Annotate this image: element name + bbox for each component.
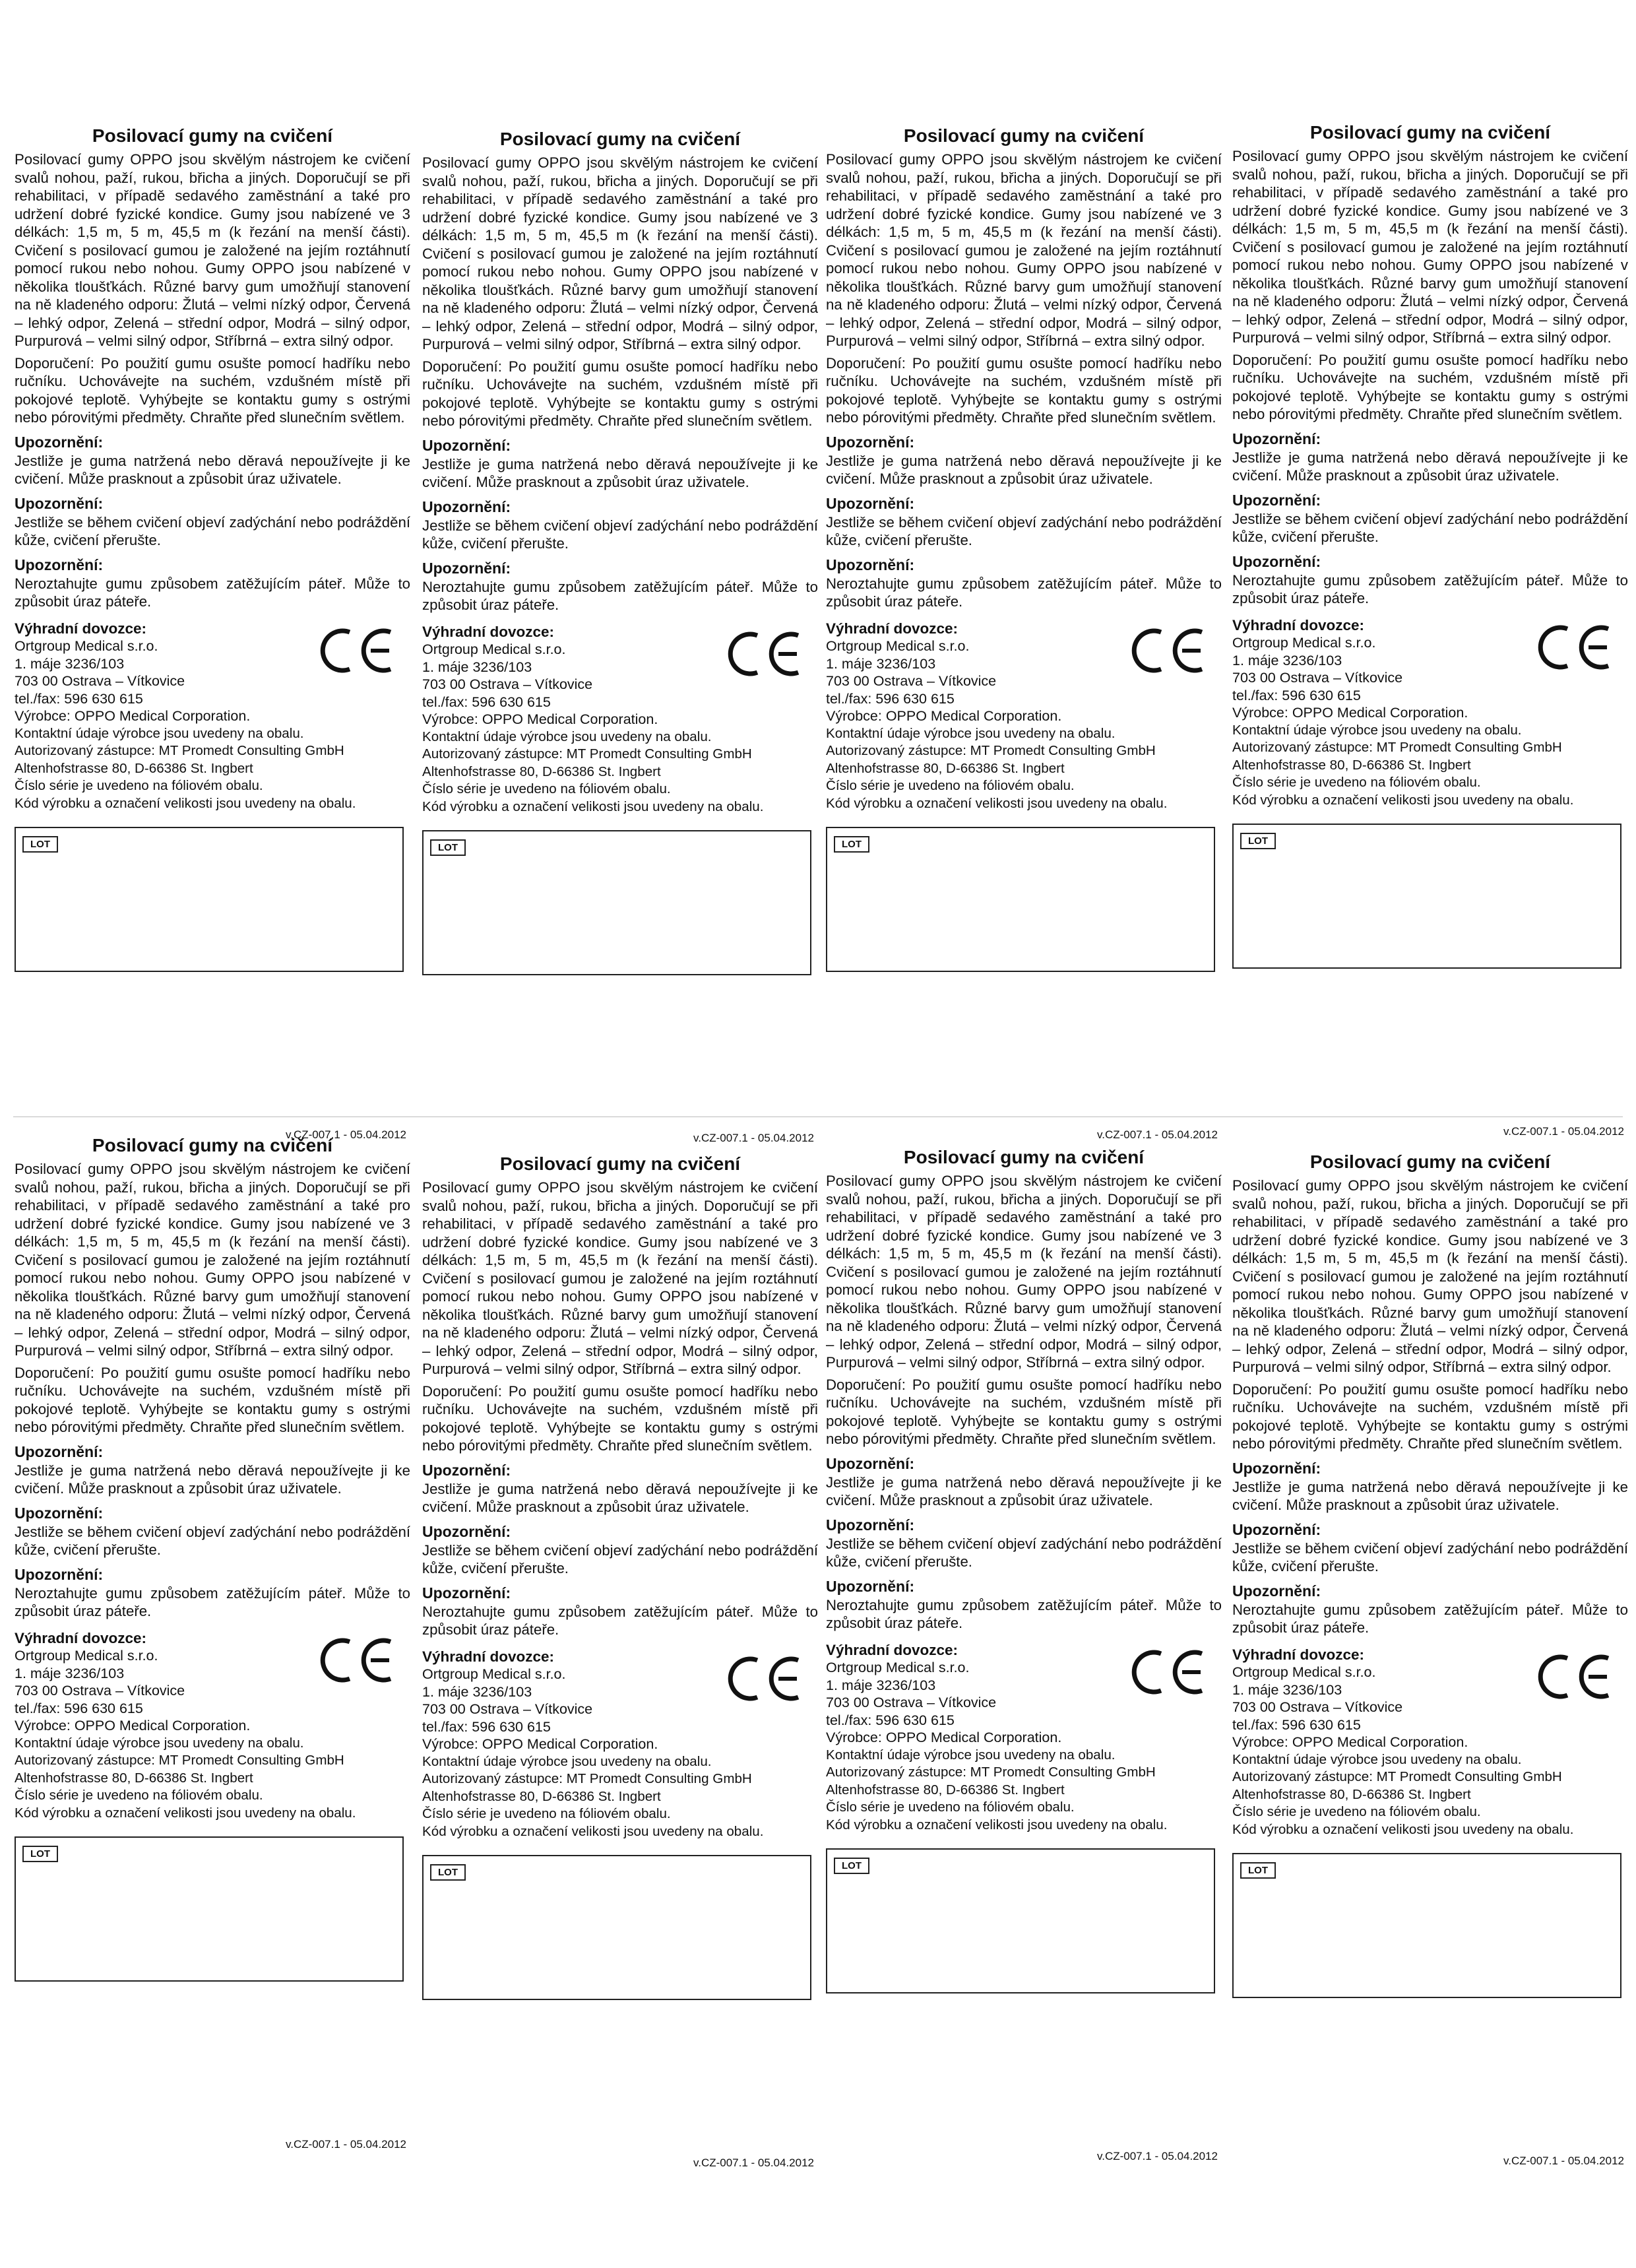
label-title: Posilovací gumy na cvičení bbox=[92, 1135, 333, 1155]
importer-block bbox=[826, 1642, 1222, 1834]
product-label bbox=[422, 1153, 818, 2170]
importer-phone: tel./fax: 596 630 615 bbox=[826, 690, 955, 707]
representative: Autorizovaný zástupce: MT Promedt Consulting GmbH bbox=[826, 1765, 1156, 1780]
product-label bbox=[15, 125, 410, 1142]
warning-text: Jestliže je guma natržená nebo děravá nepoužívejte ji ke cvičení. Může prasknout a způsobit úraz uživatele. bbox=[422, 1480, 818, 1515]
contact-note: Kontaktní údaje výrobce jsou uvedeny na obalu. bbox=[15, 1735, 304, 1751]
label-intro: Posilovací gumy OPPO jsou skvělým nástrojem ke cvičení svalů nohou, paží, rukou, břicha a jiných. Doporučují se při rehabilitaci, v případě sedavého zaměstnání a také pro udržení dobré fyzické kondice. Gumy jsou nabízené ve 3 délkách: 1,5 m, 5 m, 45,5 m (k řezání na menší části). Cvičení s posilovací gumou je založené na jejím roztáhnutí pomocí rukou nebo nohou. Gumy OPPO jsou nabízené v několika tloušťkách. Různé barvy gum umožňují stanovení na ně kladeného odporu: Žlutá – velmi nízký odpor, Červená – lehký odpor, Zelená – střední odpor, Modrá – silný odpor, Purpurová – velmi silný odpor, Stříbrná – extra silný odpor. bbox=[1232, 148, 1628, 346]
importer-block bbox=[422, 624, 818, 816]
lot-box bbox=[15, 1836, 404, 1982]
label-recommendation: Doporučení: Po použití gumu osušte pomocí hadříku nebo ručníku. Uchovávejte na suchém, vzdušném místě při pokojové teplotě. Vyhýbejte se kontaktu gumy s ostrými nebo pórovitými předměty. Chraňte před slunečním světlem. bbox=[15, 354, 410, 426]
manufacturer: Výrobce: OPPO Medical Corporation. bbox=[1232, 1734, 1468, 1750]
label-title: Posilovací gumy na cvičení bbox=[499, 1153, 741, 1174]
representative: Autorizovaný zástupce: MT Promedt Consulting GmbH bbox=[826, 743, 1156, 758]
label-intro: Posilovací gumy OPPO jsou skvělým nástrojem ke cvičení svalů nohou, paží, rukou, břicha a jiných. Doporučují se při rehabilitaci, v případě sedavého zaměstnání a také pro udržení dobré fyzické kondice. Gumy jsou nabízené ve 3 délkách: 1,5 m, 5 m, 45,5 m (k řezání na menší části). Cvičení s posilovací gumou je založené na jejím roztáhnutí pomocí rukou nebo nohou. Gumy OPPO jsou nabízené v několika tloušťkách. Různé barvy gum umožňují stanovení na ně kladeného odporu: Žlutá – velmi nízký odpor, Červená – lehký odpor, Zelená – střední odpor, Modrá – silný odpor, Purpurová – velmi silný odpor, Stříbrná – extra silný odpor. bbox=[826, 1173, 1222, 1371]
serial-note: Číslo série je uvedeno na fóliovém obalu. bbox=[826, 1799, 1075, 1815]
version-text: v.CZ-007.1 - 05.04.2012 bbox=[1096, 2150, 1218, 2162]
label-recommendation: Doporučení: Po použití gumu osušte pomocí hadříku nebo ručníku. Uchovávejte na suchém, vzdušném místě při pokojové teplotě. Vyhýbejte se kontaktu gumy s ostrými nebo pórovitými předměty. Chraňte před slunečním světlem. bbox=[826, 354, 1222, 426]
contact-note: Kontaktní údaje výrobce jsou uvedeny na obalu. bbox=[1232, 722, 1522, 738]
importer-phone: tel./fax: 596 630 615 bbox=[1232, 687, 1361, 703]
serial-note: Číslo série je uvedeno na fóliovém obalu. bbox=[422, 781, 671, 796]
warning-heading: Upozornění: bbox=[422, 1522, 511, 1540]
representative: Autorizovaný zástupce: MT Promedt Consulting GmbH bbox=[15, 1753, 344, 1768]
lot-box bbox=[15, 827, 404, 972]
version-text: v.CZ-007.1 - 05.04.2012 bbox=[1503, 2155, 1624, 2167]
warning-heading: Upozornění: bbox=[15, 1504, 104, 1522]
warning-heading: Upozornění: bbox=[15, 556, 104, 573]
ce-mark-icon bbox=[1123, 1646, 1209, 1699]
warning-text: Jestliže se během cvičení objeví zadýchání nebo podráždění kůže, cvičení přerušte. bbox=[15, 1523, 410, 1558]
version-text: v.CZ-007.1 - 05.04.2012 bbox=[693, 2156, 814, 2169]
lot-box bbox=[826, 1848, 1215, 1993]
code-note: Kód výrobku a označení velikosti jsou uvedeny na obalu. bbox=[826, 1817, 1168, 1832]
manufacturer: Výrobce: OPPO Medical Corporation. bbox=[15, 1718, 251, 1733]
warning-text: Jestliže se během cvičení objeví zadýchání nebo podráždění kůže, cvičení přerušte. bbox=[15, 513, 410, 548]
warning-heading: Upozornění: bbox=[15, 494, 104, 512]
importer-phone: tel./fax: 596 630 615 bbox=[422, 1718, 551, 1735]
importer-name: Ortgroup Medical s.r.o. bbox=[1232, 1664, 1376, 1680]
ce-mark-icon bbox=[1529, 621, 1615, 674]
lot-box bbox=[1232, 824, 1621, 969]
importer-name: Ortgroup Medical s.r.o. bbox=[826, 1660, 970, 1675]
serial-note: Číslo série je uvedeno na fóliovém obalu. bbox=[1232, 775, 1481, 790]
warning-heading: Upozornění: bbox=[15, 433, 104, 451]
serial-note: Číslo série je uvedeno na fóliovém obalu. bbox=[826, 778, 1075, 793]
representative: Autorizovaný zástupce: MT Promedt Consulting GmbH bbox=[422, 746, 752, 761]
label-intro: Posilovací gumy OPPO jsou skvělým nástrojem ke cvičení svalů nohou, paží, rukou, břicha a jiných. Doporučují se při rehabilitaci, v případě sedavého zaměstnání a také pro udržení dobré fyzické kondice. Gumy jsou nabízené ve 3 délkách: 1,5 m, 5 m, 45,5 m (k řezání na menší části). Cvičení s posilovací gumou je založené na jejím roztáhnutí pomocí rukou nebo nohou. Gumy OPPO jsou nabízené v několika tloušťkách. Různé barvy gum umožňují stanovení na ně kladeného odporu: Žlutá – velmi nízký odpor, Červená – lehký odpor, Zelená – střední odpor, Modrá – silný odpor, Purpurová – velmi silný odpor, Stříbrná – extra silný odpor. bbox=[422, 1179, 818, 1377]
warning-heading: Upozornění: bbox=[422, 436, 511, 454]
warning-text: Jestliže je guma natržená nebo děravá nepoužívejte ji ke cvičení. Může prasknout a způsobit úraz uživatele. bbox=[15, 452, 410, 487]
lot-label: LOT bbox=[430, 1864, 466, 1881]
warning-heading: Upozornění: bbox=[422, 1584, 511, 1602]
ce-mark-icon bbox=[719, 1652, 805, 1705]
warning-heading: Upozornění: bbox=[1232, 430, 1321, 447]
label-recommendation: Doporučení: Po použití gumu osušte pomocí hadříku nebo ručníku. Uchovávejte na suchém, vzdušném místě při pokojové teplotě. Vyhýbejte se kontaktu gumy s ostrými nebo pórovitými předměty. Chraňte před slunečním světlem. bbox=[15, 1364, 410, 1435]
importer-street: 1. máje 3236/103 bbox=[422, 659, 532, 675]
warning-heading: Upozornění: bbox=[1232, 552, 1321, 570]
importer-street: 1. máje 3236/103 bbox=[1232, 652, 1342, 668]
product-label bbox=[422, 129, 818, 1145]
version-text: v.CZ-007.1 - 05.04.2012 bbox=[285, 2138, 406, 2151]
product-label bbox=[15, 1135, 410, 2151]
importer-block bbox=[15, 1630, 410, 1823]
warning-text: Neroztahujte gumu způsobem zatěžujícím páteř. Může to způsobit úraz páteře. bbox=[1232, 1601, 1628, 1636]
representative-address: Altenhofstrasse 80, D-66386 St. Ingbert bbox=[422, 763, 661, 779]
product-label bbox=[1232, 122, 1628, 1138]
importer-name: Ortgroup Medical s.r.o. bbox=[826, 638, 970, 654]
importer-heading: Výhradní dovozce: bbox=[826, 620, 959, 637]
contact-note: Kontaktní údaje výrobce jsou uvedeny na obalu. bbox=[422, 1753, 712, 1769]
importer-street: 1. máje 3236/103 bbox=[1232, 1681, 1342, 1698]
warning-heading: Upozornění: bbox=[15, 1442, 104, 1460]
importer-phone: tel./fax: 596 630 615 bbox=[15, 690, 143, 707]
warning-text: Jestliže je guma natržená nebo děravá nepoužívejte ji ke cvičení. Může prasknout a způsobit úraz uživatele. bbox=[826, 1474, 1222, 1508]
code-note: Kód výrobku a označení velikosti jsou uvedeny na obalu. bbox=[422, 798, 764, 814]
serial-note: Číslo série je uvedeno na fóliovém obalu. bbox=[15, 778, 263, 793]
importer-name: Ortgroup Medical s.r.o. bbox=[15, 1648, 158, 1664]
warning-heading: Upozornění: bbox=[15, 1565, 104, 1583]
importer-phone: tel./fax: 596 630 615 bbox=[15, 1700, 143, 1716]
lot-label: LOT bbox=[1240, 1862, 1276, 1879]
lot-label: LOT bbox=[1240, 833, 1276, 849]
label-intro: Posilovací gumy OPPO jsou skvělým nástrojem ke cvičení svalů nohou, paží, rukou, břicha a jiných. Doporučují se při rehabilitaci, v případě sedavého zaměstnání a také pro udržení dobré fyzické kondice. Gumy jsou nabízené ve 3 délkách: 1,5 m, 5 m, 45,5 m (k řezání na menší části). Cvičení s posilovací gumou je založené na jejím roztáhnutí pomocí rukou nebo nohou. Gumy OPPO jsou nabízené v několika tloušťkách. Různé barvy gum umožňují stanovení na ně kladeného odporu: Žlutá – velmi nízký odpor, Červená – lehký odpor, Zelená – střední odpor, Modrá – silný odpor, Purpurová – velmi silný odpor, Stříbrná – extra silný odpor. bbox=[15, 1161, 410, 1359]
warning-text: Jestliže je guma natržená nebo děravá nepoužívejte ji ke cvičení. Může prasknout a způsobit úraz uživatele. bbox=[1232, 1478, 1628, 1513]
importer-name: Ortgroup Medical s.r.o. bbox=[1232, 635, 1376, 651]
importer-heading: Výhradní dovozce: bbox=[1232, 616, 1365, 633]
code-note: Kód výrobku a označení velikosti jsou uvedeny na obalu. bbox=[1232, 1821, 1574, 1837]
warning-text: Jestliže se během cvičení objeví zadýchání nebo podráždění kůže, cvičení přerušte. bbox=[1232, 1539, 1628, 1574]
ce-mark-icon bbox=[311, 1634, 397, 1687]
importer-block bbox=[422, 1648, 818, 1841]
version-text: v.CZ-007.1 - 05.04.2012 bbox=[285, 1128, 406, 1141]
representative-address: Altenhofstrasse 80, D-66386 St. Ingbert bbox=[15, 1770, 253, 1786]
importer-street: 1. máje 3236/103 bbox=[826, 1677, 936, 1693]
importer-heading: Výhradní dovozce: bbox=[15, 1629, 147, 1646]
contact-note: Kontaktní údaje výrobce jsou uvedeny na obalu. bbox=[15, 725, 304, 741]
warning-text: Neroztahujte gumu způsobem zatěžujícím páteř. Může to způsobit úraz páteře. bbox=[826, 575, 1222, 610]
label-title: Posilovací gumy na cvičení bbox=[92, 125, 333, 146]
label-recommendation: Doporučení: Po použití gumu osušte pomocí hadříku nebo ručníku. Uchovávejte na suchém, vzdušném místě při pokojové teplotě. Vyhýbejte se kontaktu gumy s ostrými nebo pórovitými předměty. Chraňte před slunečním světlem. bbox=[422, 1382, 818, 1454]
lot-label: LOT bbox=[22, 1846, 58, 1862]
contact-note: Kontaktní údaje výrobce jsou uvedeny na obalu. bbox=[826, 1747, 1116, 1763]
serial-note: Číslo série je uvedeno na fóliovém obalu. bbox=[422, 1806, 671, 1821]
warning-heading: Upozornění: bbox=[826, 1516, 915, 1534]
importer-block bbox=[1232, 1646, 1628, 1839]
importer-street: 1. máje 3236/103 bbox=[15, 655, 125, 672]
warning-text: Jestliže se během cvičení objeví zadýchání nebo podráždění kůže, cvičení přerušte. bbox=[422, 1541, 818, 1576]
ce-mark-icon bbox=[1123, 624, 1209, 677]
label-recommendation: Doporučení: Po použití gumu osušte pomocí hadříku nebo ručníku. Uchovávejte na suchém, vzdušném místě při pokojové teplotě. Vyhýbejte se kontaktu gumy s ostrými nebo pórovitými předměty. Chraňte před slunečním světlem. bbox=[422, 358, 818, 429]
importer-city: 703 00 Ostrava – Vítkovice bbox=[1232, 670, 1403, 686]
code-note: Kód výrobku a označení velikosti jsou uvedeny na obalu. bbox=[422, 1823, 764, 1839]
lot-label: LOT bbox=[834, 836, 869, 853]
warning-text: Jestliže je guma natržená nebo děravá nepoužívejte ji ke cvičení. Může prasknout a způsobit úraz uživatele. bbox=[1232, 449, 1628, 484]
code-note: Kód výrobku a označení velikosti jsou uvedeny na obalu. bbox=[826, 795, 1168, 811]
importer-block bbox=[1232, 617, 1628, 810]
manufacturer: Výrobce: OPPO Medical Corporation. bbox=[826, 708, 1062, 724]
ce-mark-icon bbox=[719, 628, 805, 680]
lot-label: LOT bbox=[22, 836, 58, 853]
label-recommendation: Doporučení: Po použití gumu osušte pomocí hadříku nebo ručníku. Uchovávejte na suchém, vzdušném místě při pokojové teplotě. Vyhýbejte se kontaktu gumy s ostrými nebo pórovitými předměty. Chraňte před slunečním světlem. bbox=[1232, 351, 1628, 422]
importer-name: Ortgroup Medical s.r.o. bbox=[15, 638, 158, 654]
representative-address: Altenhofstrasse 80, D-66386 St. Ingbert bbox=[826, 760, 1065, 776]
label-intro: Posilovací gumy OPPO jsou skvělým nástrojem ke cvičení svalů nohou, paží, rukou, břicha a jiných. Doporučují se při rehabilitaci, v případě sedavého zaměstnání a také pro udržení dobré fyzické kondice. Gumy jsou nabízené ve 3 délkách: 1,5 m, 5 m, 45,5 m (k řezání na menší části). Cvičení s posilovací gumou je založené na jejím roztáhnutí pomocí rukou nebo nohou. Gumy OPPO jsou nabízené v několika tloušťkách. Různé barvy gum umožňují stanovení na ně kladeného odporu: Žlutá – velmi nízký odpor, Červená – lehký odpor, Zelená – střední odpor, Modrá – silný odpor, Purpurová – velmi silný odpor, Stříbrná – extra silný odpor. bbox=[15, 151, 410, 349]
importer-heading: Výhradní dovozce: bbox=[826, 1641, 959, 1658]
lot-label: LOT bbox=[430, 839, 466, 856]
importer-phone: tel./fax: 596 630 615 bbox=[422, 694, 551, 710]
warning-text: Jestliže je guma natržená nebo děravá nepoužívejte ji ke cvičení. Může prasknout a způsobit úraz uživatele. bbox=[826, 452, 1222, 487]
contact-note: Kontaktní údaje výrobce jsou uvedeny na obalu. bbox=[422, 729, 712, 744]
lot-label: LOT bbox=[834, 1858, 869, 1874]
code-note: Kód výrobku a označení velikosti jsou uvedeny na obalu. bbox=[15, 795, 356, 811]
warning-text: Jestliže je guma natržená nebo děravá nepoužívejte ji ke cvičení. Může prasknout a způsobit úraz uživatele. bbox=[15, 1462, 410, 1497]
warning-text: Neroztahujte gumu způsobem zatěžujícím páteř. Může to způsobit úraz páteře. bbox=[422, 1603, 818, 1638]
warning-heading: Upozornění: bbox=[422, 1461, 511, 1479]
importer-street: 1. máje 3236/103 bbox=[15, 1665, 125, 1681]
manufacturer: Výrobce: OPPO Medical Corporation. bbox=[422, 711, 658, 727]
lot-box bbox=[422, 1855, 811, 2000]
label-title: Posilovací gumy na cvičení bbox=[903, 1147, 1145, 1167]
representative-address: Altenhofstrasse 80, D-66386 St. Ingbert bbox=[15, 760, 253, 776]
warning-heading: Upozornění: bbox=[826, 1577, 915, 1595]
warning-text: Jestliže se během cvičení objeví zadýchání nebo podráždění kůže, cvičení přerušte. bbox=[1232, 510, 1628, 545]
code-note: Kód výrobku a označení velikosti jsou uvedeny na obalu. bbox=[1232, 792, 1574, 808]
serial-note: Číslo série je uvedeno na fóliovém obalu. bbox=[1232, 1804, 1481, 1819]
lot-box bbox=[826, 827, 1215, 972]
manufacturer: Výrobce: OPPO Medical Corporation. bbox=[826, 1730, 1062, 1745]
importer-name: Ortgroup Medical s.r.o. bbox=[422, 641, 566, 657]
representative: Autorizovaný zástupce: MT Promedt Consulting GmbH bbox=[422, 1771, 752, 1786]
version-text: v.CZ-007.1 - 05.04.2012 bbox=[1096, 1128, 1218, 1141]
manufacturer: Výrobce: OPPO Medical Corporation. bbox=[422, 1736, 658, 1752]
lot-box bbox=[1232, 1853, 1621, 1998]
importer-heading: Výhradní dovozce: bbox=[422, 623, 555, 640]
code-note: Kód výrobku a označení velikosti jsou uvedeny na obalu. bbox=[15, 1805, 356, 1821]
warning-heading: Upozornění: bbox=[1232, 1520, 1321, 1538]
label-intro: Posilovací gumy OPPO jsou skvělým nástrojem ke cvičení svalů nohou, paží, rukou, břicha a jiných. Doporučují se při rehabilitaci, v případě sedavého zaměstnání a také pro udržení dobré fyzické kondice. Gumy jsou nabízené ve 3 délkách: 1,5 m, 5 m, 45,5 m (k řezání na menší části). Cvičení s posilovací gumou je založené na jejím roztáhnutí pomocí rukou nebo nohou. Gumy OPPO jsou nabízené v několika tloušťkách. Různé barvy gum umožňují stanovení na ně kladeného odporu: Žlutá – velmi nízký odpor, Červená – lehký odpor, Zelená – střední odpor, Modrá – silný odpor, Purpurová – velmi silný odpor, Stříbrná – extra silný odpor. bbox=[826, 151, 1222, 349]
warning-heading: Upozornění: bbox=[826, 556, 915, 573]
manufacturer: Výrobce: OPPO Medical Corporation. bbox=[15, 708, 251, 724]
warning-heading: Upozornění: bbox=[1232, 1459, 1321, 1477]
warning-heading: Upozornění: bbox=[422, 559, 511, 577]
importer-city: 703 00 Ostrava – Vítkovice bbox=[422, 1701, 593, 1717]
label-title: Posilovací gumy na cvičení bbox=[499, 129, 741, 149]
importer-heading: Výhradní dovozce: bbox=[15, 620, 147, 637]
label-title: Posilovací gumy na cvičení bbox=[903, 125, 1145, 146]
warning-text: Jestliže se během cvičení objeví zadýchání nebo podráždění kůže, cvičení přerušte. bbox=[826, 513, 1222, 548]
warning-heading: Upozornění: bbox=[1232, 491, 1321, 509]
label-intro: Posilovací gumy OPPO jsou skvělým nástrojem ke cvičení svalů nohou, paží, rukou, břicha a jiných. Doporučují se při rehabilitaci, v případě sedavého zaměstnání a také pro udržení dobré fyzické kondice. Gumy jsou nabízené ve 3 délkách: 1,5 m, 5 m, 45,5 m (k řezání na menší části). Cvičení s posilovací gumou je založené na jejím roztáhnutí pomocí rukou nebo nohou. Gumy OPPO jsou nabízené v několika tloušťkách. Různé barvy gum umožňují stanovení na ně kladeného odporu: Žlutá – velmi nízký odpor, Červená – lehký odpor, Zelená – střední odpor, Modrá – silný odpor, Purpurová – velmi silný odpor, Stříbrná – extra silný odpor. bbox=[422, 154, 818, 352]
label-title: Posilovací gumy na cvičení bbox=[1309, 122, 1551, 143]
warning-heading: Upozornění: bbox=[826, 1454, 915, 1472]
representative: Autorizovaný zástupce: MT Promedt Consulting GmbH bbox=[1232, 740, 1562, 755]
warning-text: Neroztahujte gumu způsobem zatěžujícím páteř. Může to způsobit úraz páteře. bbox=[1232, 571, 1628, 606]
representative: Autorizovaný zástupce: MT Promedt Consulting GmbH bbox=[15, 743, 344, 758]
product-label bbox=[826, 1147, 1222, 2163]
importer-street: 1. máje 3236/103 bbox=[422, 1683, 532, 1700]
ce-mark-icon bbox=[1529, 1650, 1615, 1703]
warning-text: Jestliže se během cvičení objeví zadýchání nebo podráždění kůže, cvičení přerušte. bbox=[826, 1535, 1222, 1570]
representative-address: Altenhofstrasse 80, D-66386 St. Ingbert bbox=[1232, 1786, 1471, 1802]
product-label bbox=[826, 125, 1222, 1142]
label-title: Posilovací gumy na cvičení bbox=[1309, 1151, 1551, 1172]
warning-text: Neroztahujte gumu způsobem zatěžujícím páteř. Může to způsobit úraz páteře. bbox=[422, 578, 818, 613]
version-text: v.CZ-007.1 - 05.04.2012 bbox=[1503, 1125, 1624, 1138]
warning-heading: Upozornění: bbox=[826, 433, 915, 451]
importer-street: 1. máje 3236/103 bbox=[826, 655, 936, 672]
product-label bbox=[1232, 1151, 1628, 2168]
importer-heading: Výhradní dovozce: bbox=[1232, 1646, 1365, 1663]
importer-city: 703 00 Ostrava – Vítkovice bbox=[422, 676, 593, 692]
warning-text: Jestliže se během cvičení objeví zadýchání nebo podráždění kůže, cvičení přerušte. bbox=[422, 517, 818, 552]
label-intro: Posilovací gumy OPPO jsou skvělým nástrojem ke cvičení svalů nohou, paží, rukou, břicha a jiných. Doporučují se při rehabilitaci, v případě sedavého zaměstnání a také pro udržení dobré fyzické kondice. Gumy jsou nabízené ve 3 délkách: 1,5 m, 5 m, 45,5 m (k řezání na menší části). Cvičení s posilovací gumou je založené na jejím roztáhnutí pomocí rukou nebo nohou. Gumy OPPO jsou nabízené v několika tloušťkách. Různé barvy gum umožňují stanovení na ně kladeného odporu: Žlutá – velmi nízký odpor, Červená – lehký odpor, Zelená – střední odpor, Modrá – silný odpor, Purpurová – velmi silný odpor, Stříbrná – extra silný odpor. bbox=[1232, 1177, 1628, 1375]
importer-phone: tel./fax: 596 630 615 bbox=[1232, 1716, 1361, 1733]
importer-city: 703 00 Ostrava – Vítkovice bbox=[1232, 1699, 1403, 1715]
warning-text: Neroztahujte gumu způsobem zatěžujícím páteř. Může to způsobit úraz páteře. bbox=[15, 1584, 410, 1619]
importer-city: 703 00 Ostrava – Vítkovice bbox=[15, 1683, 185, 1699]
importer-city: 703 00 Ostrava – Vítkovice bbox=[15, 673, 185, 689]
warning-text: Jestliže je guma natržená nebo děravá nepoužívejte ji ke cvičení. Může prasknout a způsobit úraz uživatele. bbox=[422, 455, 818, 490]
importer-block bbox=[15, 620, 410, 813]
version-text: v.CZ-007.1 - 05.04.2012 bbox=[693, 1132, 814, 1144]
importer-city: 703 00 Ostrava – Vítkovice bbox=[826, 673, 997, 689]
importer-city: 703 00 Ostrava – Vítkovice bbox=[826, 1695, 997, 1710]
importer-phone: tel./fax: 596 630 615 bbox=[826, 1712, 955, 1728]
representative-address: Altenhofstrasse 80, D-66386 St. Ingbert bbox=[826, 1782, 1065, 1798]
warning-heading: Upozornění: bbox=[1232, 1582, 1321, 1600]
warning-heading: Upozornění: bbox=[826, 494, 915, 512]
warning-text: Neroztahujte gumu způsobem zatěžujícím páteř. Může to způsobit úraz páteře. bbox=[15, 575, 410, 610]
lot-box bbox=[422, 830, 811, 975]
importer-block bbox=[826, 620, 1222, 813]
importer-heading: Výhradní dovozce: bbox=[422, 1648, 555, 1665]
warning-heading: Upozornění: bbox=[422, 498, 511, 515]
warning-text: Neroztahujte gumu způsobem zatěžujícím páteř. Může to způsobit úraz páteře. bbox=[826, 1596, 1222, 1631]
representative-address: Altenhofstrasse 80, D-66386 St. Ingbert bbox=[1232, 757, 1471, 773]
manufacturer: Výrobce: OPPO Medical Corporation. bbox=[1232, 705, 1468, 721]
label-recommendation: Doporučení: Po použití gumu osušte pomocí hadříku nebo ručníku. Uchovávejte na suchém, vzdušném místě při pokojové teplotě. Vyhýbejte se kontaktu gumy s ostrými nebo pórovitými předměty. Chraňte před slunečním světlem. bbox=[826, 1376, 1222, 1447]
label-recommendation: Doporučení: Po použití gumu osušte pomocí hadříku nebo ručníku. Uchovávejte na suchém, vzdušném místě při pokojové teplotě. Vyhýbejte se kontaktu gumy s ostrými nebo pórovitými předměty. Chraňte před slunečním světlem. bbox=[1232, 1380, 1628, 1452]
contact-note: Kontaktní údaje výrobce jsou uvedeny na obalu. bbox=[1232, 1751, 1522, 1767]
representative-address: Altenhofstrasse 80, D-66386 St. Ingbert bbox=[422, 1788, 661, 1804]
representative: Autorizovaný zástupce: MT Promedt Consulting GmbH bbox=[1232, 1769, 1562, 1784]
ce-mark-icon bbox=[311, 624, 397, 677]
serial-note: Číslo série je uvedeno na fóliovém obalu. bbox=[15, 1788, 263, 1803]
contact-note: Kontaktní údaje výrobce jsou uvedeny na obalu. bbox=[826, 725, 1116, 741]
importer-name: Ortgroup Medical s.r.o. bbox=[422, 1666, 566, 1682]
